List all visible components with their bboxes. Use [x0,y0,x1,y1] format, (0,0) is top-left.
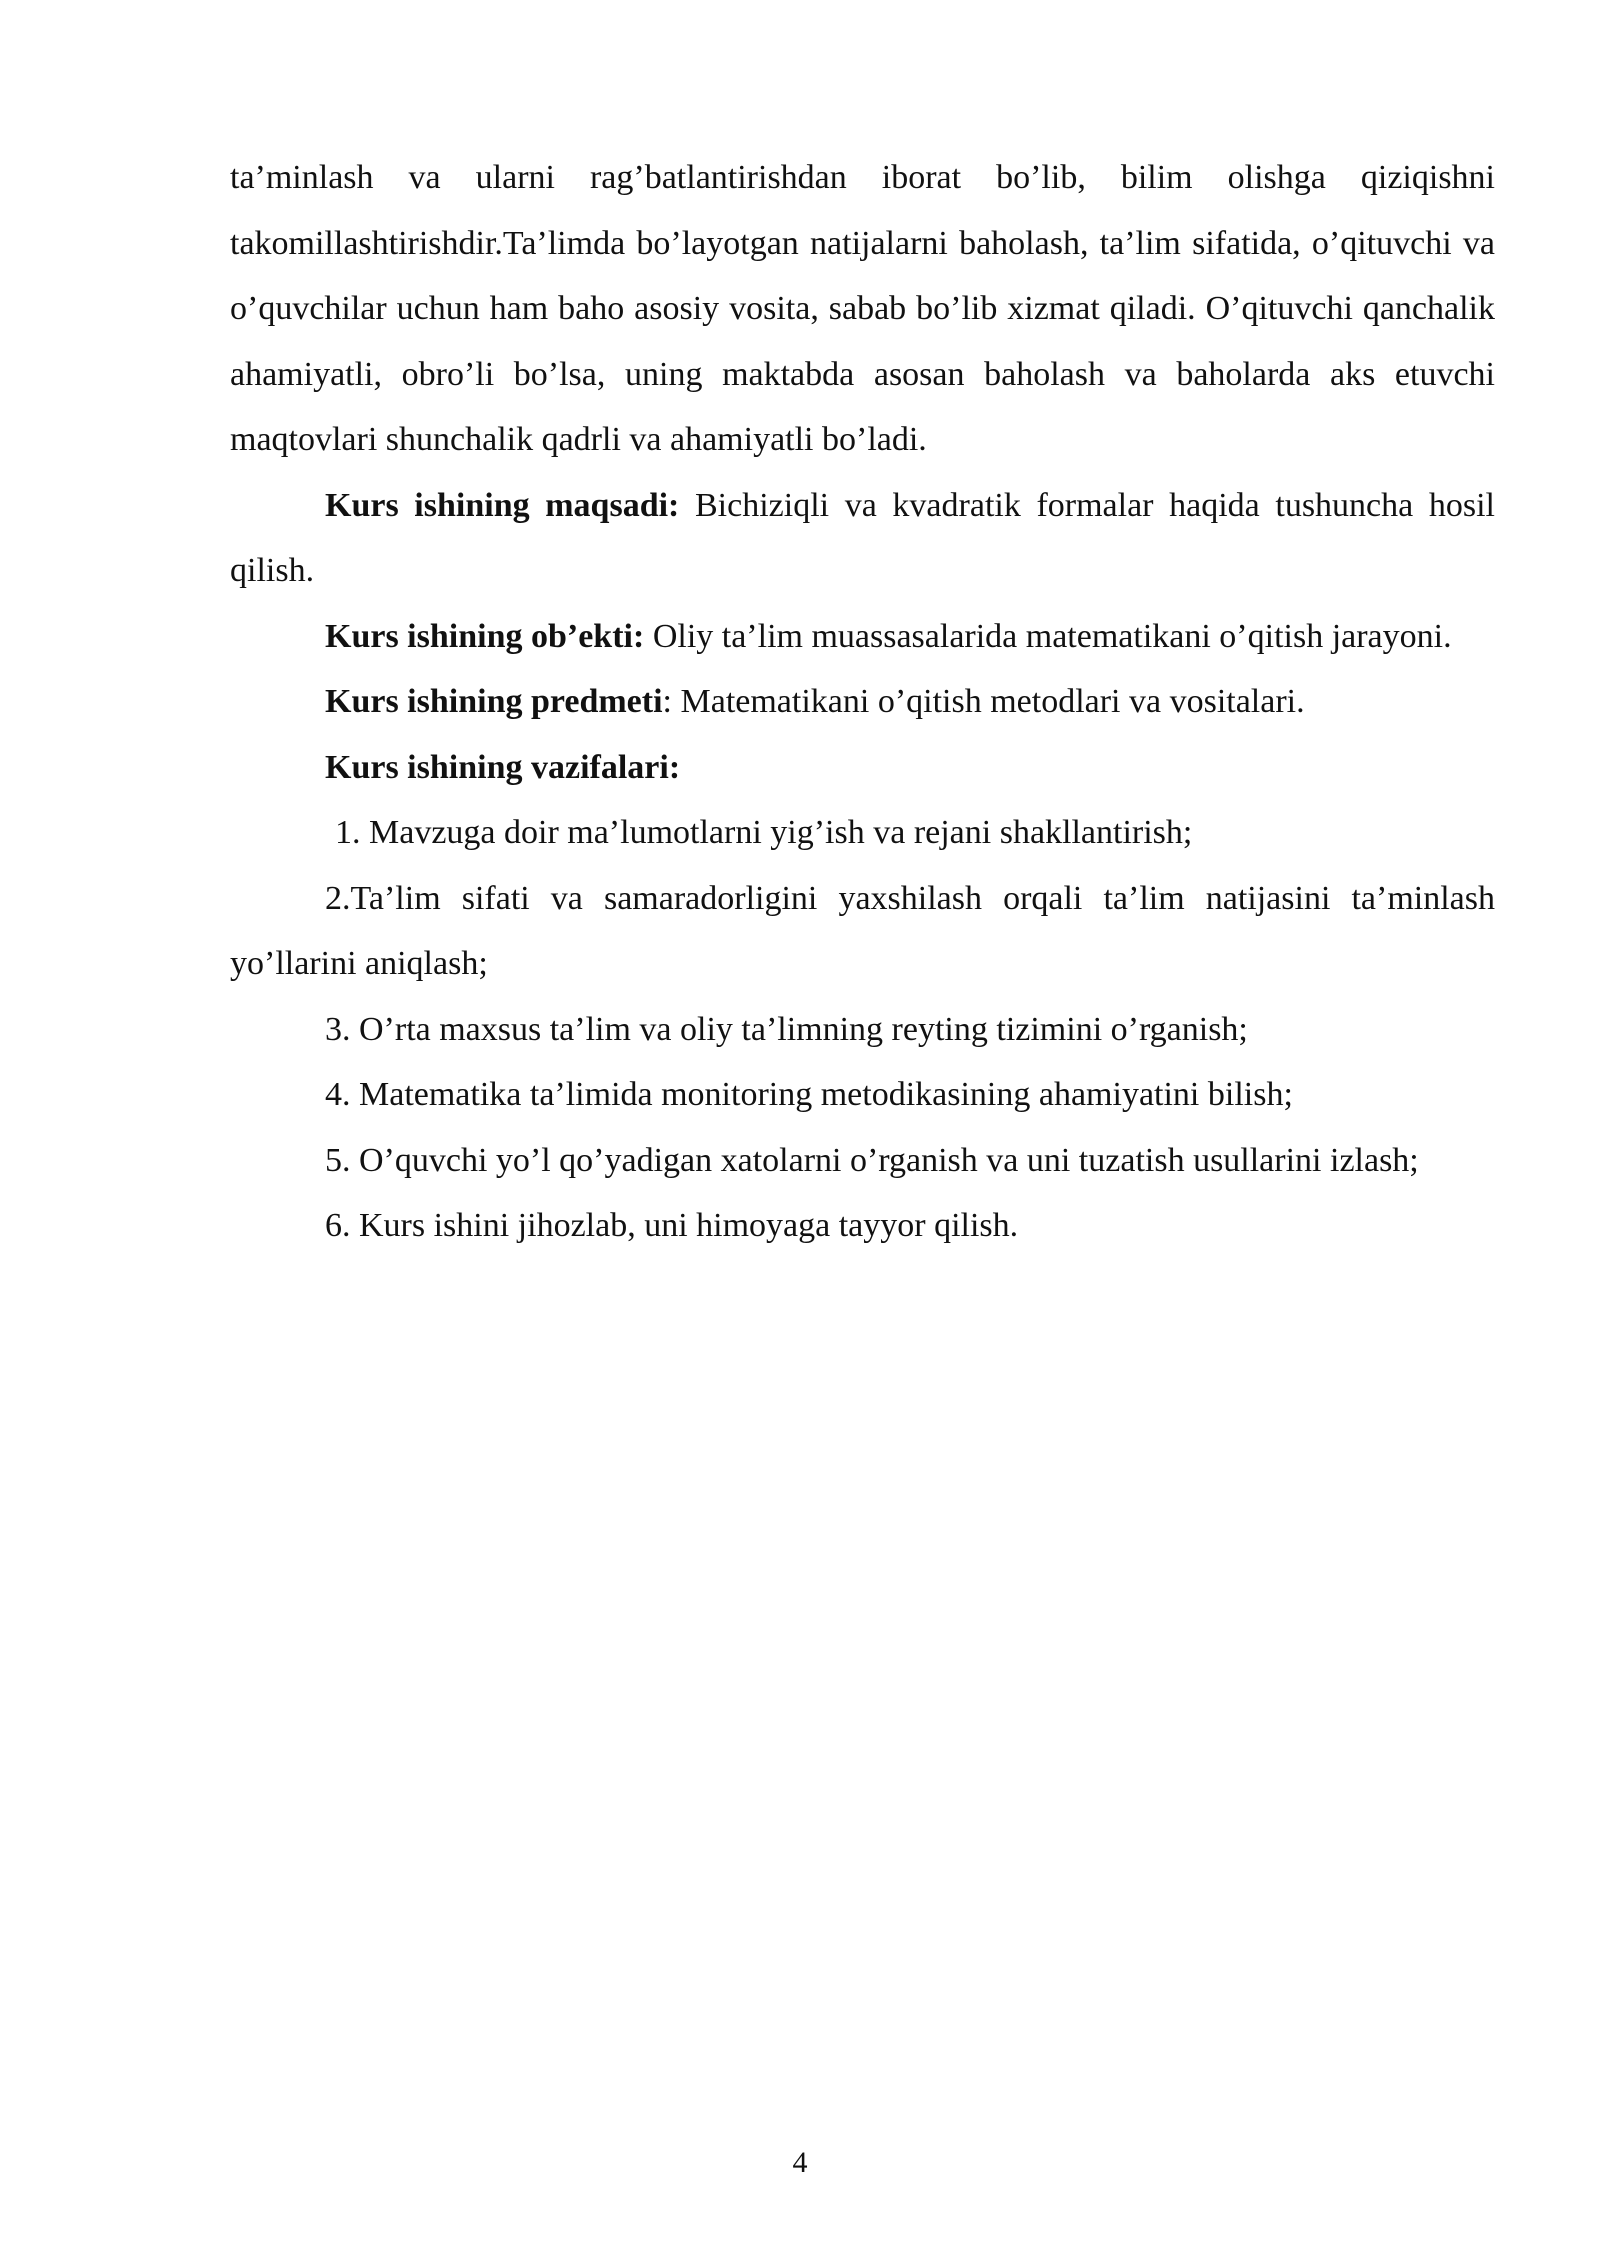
subject-text: : Matematikani o’qitish metodlari va vositalari. [662,683,1305,720]
task-item: 3. O’rta maxsus ta’lim va oliy ta’limning reyting tizimini o’rganish; [325,1010,1248,1048]
document-page [230,145,1495,1259]
task-item: 4. Matematika ta’limida monitoring metodikasining ahamiyatini bilish; [325,1076,1293,1113]
task-item: 5. O’quvchi yo’l qo’yadigan xatolarni o’rganish va uni tuzatish usullarini izlash; [325,1141,1419,1179]
goal-label: Kurs ishining maqsadi: [325,486,680,524]
object-paragraph [230,604,1495,670]
tasks-heading: Kurs ishining vazifalari: [325,748,681,786]
subject-paragraph [230,669,1495,735]
page-number: 4 [792,2146,808,2179]
goal-text: Bichiziqli va kvadratik formalar haqida tushuncha hosil qilish. [230,486,1495,589]
task-item: 1. Mavzuga doir ma’lumotlarni yig’ish va rejani shakllantirish; [335,814,1193,851]
subject-label: Kurs ishining predmeti [325,683,663,720]
task-item: 6. Kurs ishini jihozlab, uni himoyaga tayyor qilish. [325,1207,1019,1244]
goal-paragraph [230,473,1495,604]
object-text: Oliy ta’lim muassasalarida matematikani o’qitish jarayoni. [644,617,1452,655]
object-label: Kurs ishining ob’ekti: [325,617,645,655]
intro-paragraph: ta’minlash va ularni rag’batlantirishdan iborat bo’lib, bilim olishga qiziqishni takomillashtirishdir.Ta’limda bo’layotgan natijalarni baholash, ta’lim sifatida, o’qituvchi va o’quvchilar uchun ham baho asosiy vosita, sabab bo’lib xizmat qiladi. O’qituvchi qanchalik ahamiyatli, obro’li bo’lsa, uning maktabda asosan baholash va baholarda aks etuvchi maqtovlari shunchalik qadrli va ahamiyatli bo’ladi. [230,159,1495,458]
task-item: 2.Ta’lim sifati va samaradorligini yaxshilash orqali ta’lim natijasini ta’minlash yo’llarini aniqlash; [230,879,1495,982]
